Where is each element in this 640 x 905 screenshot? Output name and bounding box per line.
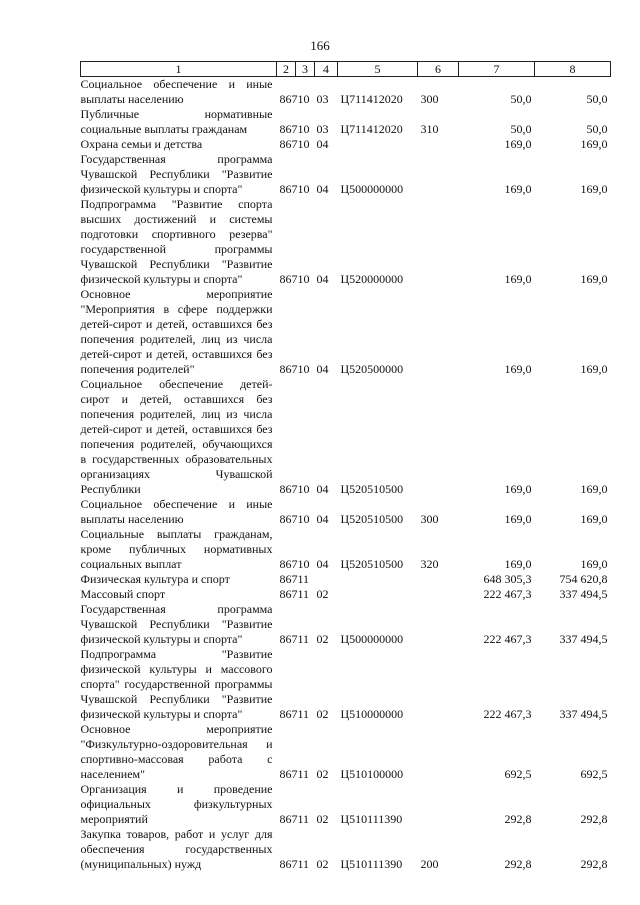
csr-cell: Ц510100000 — [340, 767, 404, 781]
pr-cell: 02 — [316, 587, 329, 601]
csr-cell: Ц510000000 — [340, 707, 404, 721]
vr-cell — [418, 572, 459, 587]
amount-2019-cell: 169,0 — [504, 362, 532, 376]
amount-2020-cell: 337 494,5 — [559, 707, 608, 721]
pr-cell: 02 — [316, 812, 329, 826]
gr-cell: 867 — [279, 572, 298, 586]
vr-cell — [418, 782, 459, 827]
amount-2020-cell: 169,0 — [580, 272, 608, 286]
page-number: 166 — [310, 38, 330, 53]
pr-cell: 04 — [316, 512, 329, 526]
row-name-cell: Социальное обеспечение и иные выплаты населению — [80, 77, 273, 106]
column-header: 2 — [277, 62, 296, 77]
table-row — [81, 107, 611, 137]
column-header: 5 — [338, 62, 418, 77]
row-name-cell: Основное мероприятие "Физкультурно-оздоровительная и спортивно-массовая работа с населением" — [80, 722, 273, 781]
vr-cell — [418, 152, 459, 197]
vr-cell — [418, 287, 459, 377]
pr-cell: 04 — [316, 137, 329, 151]
vr-cell — [418, 137, 459, 152]
row-name-cell: Охрана семьи и детства — [80, 137, 203, 151]
amount-2019-cell: 169,0 — [504, 182, 532, 196]
amount-2019-cell: 648 305,3 — [483, 572, 532, 586]
csr-cell: Ц711412020 — [340, 92, 403, 106]
vr-cell: 200 — [420, 857, 439, 871]
vr-cell: 300 — [420, 512, 439, 526]
csr-cell: Ц520510500 — [340, 482, 404, 496]
gr-cell: 867 — [279, 122, 298, 136]
csr-cell: Ц520510500 — [340, 512, 404, 526]
table-row — [81, 572, 611, 587]
csr-cell — [338, 137, 418, 152]
pr-cell: 02 — [316, 707, 329, 721]
rz-cell: 11 — [297, 767, 310, 781]
amount-2020-cell: 169,0 — [580, 557, 608, 571]
csr-cell: Ц520000000 — [340, 272, 404, 286]
pr-cell: 03 — [316, 92, 329, 106]
row-name-cell: Государственная программа Чувашской Республики "Развитие физической культуры и спорта" — [80, 152, 273, 196]
table-row — [81, 197, 611, 287]
budget-table — [80, 61, 611, 872]
table-row — [81, 782, 611, 827]
amount-2020-cell: 337 494,5 — [559, 587, 608, 601]
row-name-cell: Подпрограмма "Развитие спорта высших достижений и системы подготовки спортивного резерва" государственной программы Чувашской Республики "Развитие физической культуры и спорта" — [80, 197, 273, 286]
table-row — [81, 527, 611, 572]
amount-2020-cell: 692,5 — [580, 767, 608, 781]
table-row — [81, 827, 611, 872]
column-header: 3 — [296, 62, 315, 77]
table-row — [81, 647, 611, 722]
row-name-cell: Публичные нормативные социальные выплаты гражданам — [80, 107, 273, 136]
vr-cell — [418, 587, 459, 602]
amount-2019-cell: 222 467,3 — [483, 707, 532, 721]
rz-cell: 11 — [297, 587, 310, 601]
rz-cell: 11 — [297, 632, 310, 646]
amount-2020-cell: 50,0 — [586, 92, 608, 106]
gr-cell: 867 — [279, 857, 298, 871]
amount-2019-cell: 222 467,3 — [483, 632, 532, 646]
gr-cell: 867 — [279, 137, 298, 151]
rz-cell: 10 — [297, 137, 310, 151]
column-header: 7 — [459, 62, 535, 77]
rz-cell: 11 — [297, 857, 310, 871]
row-name-cell: Социальное обеспечение детей-сирот и детей, оставшихся без попечения родителей, лиц из числа детей-сирот и детей, оставшихся без попечения родителей, обучающихся в государственных образовательных организациях Чувашской Республики — [80, 377, 273, 496]
vr-cell: 310 — [420, 122, 439, 136]
pr-cell: 04 — [316, 482, 329, 496]
pr-cell: 02 — [316, 632, 329, 646]
amount-2020-cell: 169,0 — [580, 482, 608, 496]
amount-2019-cell: 169,0 — [504, 557, 532, 571]
pr-cell: 04 — [316, 362, 329, 376]
rz-cell: 11 — [297, 812, 310, 826]
csr-cell: Ц520500000 — [340, 362, 404, 376]
pr-cell: 02 — [316, 767, 329, 781]
vr-cell — [418, 647, 459, 722]
rz-cell: 10 — [297, 512, 310, 526]
column-header: 1 — [81, 62, 277, 77]
row-name-cell: Социальное обеспечение и иные выплаты населению — [80, 497, 273, 526]
row-name-cell: Закупка товаров, работ и услуг для обеспечения государственных (муниципальных) нужд — [80, 827, 273, 871]
gr-cell: 867 — [279, 92, 298, 106]
pr-cell: 02 — [316, 857, 329, 871]
amount-2019-cell: 292,8 — [504, 857, 532, 871]
gr-cell: 867 — [279, 557, 298, 571]
amount-2020-cell: 50,0 — [586, 122, 608, 136]
pr-cell: 04 — [316, 182, 329, 196]
amount-2020-cell: 292,8 — [580, 812, 608, 826]
csr-cell: Ц520510500 — [340, 557, 404, 571]
gr-cell: 867 — [279, 272, 298, 286]
amount-2019-cell: 50,0 — [510, 92, 532, 106]
table-row — [81, 602, 611, 647]
csr-cell — [338, 587, 418, 602]
header-row — [81, 62, 611, 77]
pr-cell: 03 — [316, 122, 329, 136]
table-row — [81, 152, 611, 197]
amount-2020-cell: 169,0 — [580, 182, 608, 196]
table-row — [81, 587, 611, 602]
csr-cell: Ц510111390 — [340, 812, 403, 826]
gr-cell: 867 — [279, 587, 298, 601]
vr-cell — [418, 602, 459, 647]
pr-cell: 04 — [316, 272, 329, 286]
amount-2020-cell: 169,0 — [580, 362, 608, 376]
row-name-cell: Подпрограмма "Развитие физической культуры и массового спорта" государственной программы Чувашской Республики "Развитие физической культуры и спорта" — [80, 647, 273, 721]
row-name-cell: Массовый спорт — [80, 587, 166, 601]
amount-2019-cell: 169,0 — [504, 482, 532, 496]
column-header: 4 — [315, 62, 338, 77]
csr-cell: Ц510111390 — [340, 857, 403, 871]
amount-2019-cell: 292,8 — [504, 812, 532, 826]
row-name-cell: Государственная программа Чувашской Республики "Развитие физической культуры и спорта" — [80, 602, 273, 646]
rz-cell: 10 — [297, 122, 310, 136]
rz-cell: 10 — [297, 272, 310, 286]
rz-cell: 10 — [297, 557, 310, 571]
row-name-cell: Физическая культура и спорт — [80, 572, 230, 586]
column-header: 8 — [535, 62, 611, 77]
pr-cell: 04 — [316, 557, 329, 571]
table-row — [81, 137, 611, 152]
csr-cell: Ц500000000 — [340, 182, 404, 196]
amount-2019-cell: 169,0 — [504, 272, 532, 286]
rz-cell: 10 — [297, 92, 310, 106]
row-name-cell: Основное мероприятие "Мероприятия в сфере поддержки детей-сирот и детей, оставшихся без попечения родителей, лиц из числа детей-сирот и детей, оставшихся без попечения родителей" — [80, 287, 273, 376]
amount-2019-cell: 50,0 — [510, 122, 532, 136]
amount-2020-cell: 169,0 — [580, 512, 608, 526]
amount-2019-cell: 169,0 — [504, 137, 532, 151]
gr-cell: 867 — [279, 632, 298, 646]
gr-cell: 867 — [279, 767, 298, 781]
table-row — [81, 377, 611, 497]
csr-cell: Ц500000000 — [340, 632, 404, 646]
amount-2020-cell: 754 620,8 — [559, 572, 608, 586]
vr-cell — [418, 197, 459, 287]
amount-2020-cell: 292,8 — [580, 857, 608, 871]
row-name-cell: Организация и проведение официальных физкультурных мероприятий — [80, 782, 273, 826]
pr-cell — [315, 572, 338, 587]
rz-cell: 11 — [297, 707, 310, 721]
amount-2020-cell: 337 494,5 — [559, 632, 608, 646]
column-header: 6 — [418, 62, 459, 77]
gr-cell: 867 — [279, 482, 298, 496]
gr-cell: 867 — [279, 512, 298, 526]
vr-cell: 300 — [420, 92, 439, 106]
gr-cell: 867 — [279, 362, 298, 376]
rz-cell: 10 — [297, 362, 310, 376]
amount-2019-cell: 222 467,3 — [483, 587, 532, 601]
row-name-cell: Социальные выплаты гражданам, кроме публичных нормативных социальных выплат — [80, 527, 273, 571]
csr-cell — [338, 572, 418, 587]
vr-cell: 320 — [420, 557, 439, 571]
csr-cell: Ц711412020 — [340, 122, 403, 136]
gr-cell: 867 — [279, 707, 298, 721]
amount-2020-cell: 169,0 — [580, 137, 608, 151]
gr-cell: 867 — [279, 812, 298, 826]
table-row — [81, 722, 611, 782]
rz-cell: 10 — [297, 182, 310, 196]
rz-cell: 11 — [297, 572, 310, 586]
table-row — [81, 287, 611, 377]
table-row — [81, 77, 611, 108]
vr-cell — [418, 722, 459, 782]
rz-cell: 10 — [297, 482, 310, 496]
amount-2019-cell: 169,0 — [504, 512, 532, 526]
amount-2019-cell: 692,5 — [504, 767, 532, 781]
gr-cell: 867 — [279, 182, 298, 196]
vr-cell — [418, 377, 459, 497]
table-row — [81, 497, 611, 527]
